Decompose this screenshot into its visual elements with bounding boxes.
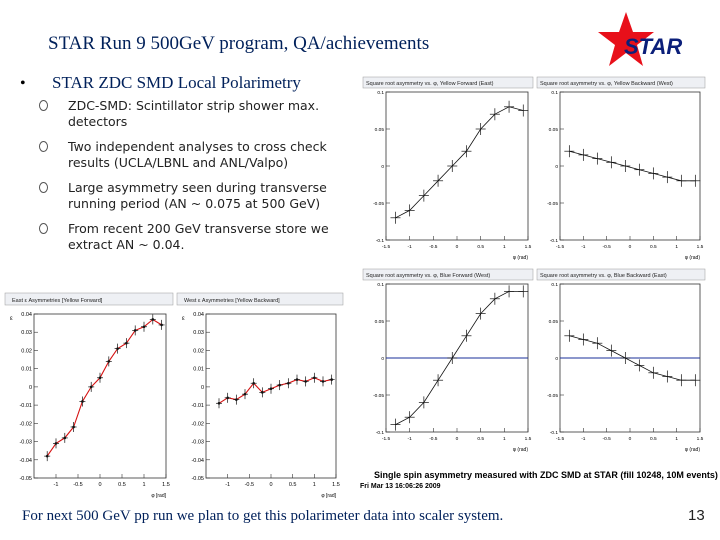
x-tick-label: 0.5 — [477, 245, 485, 250]
data-point — [304, 380, 307, 383]
panel-title: Square root asymmetry vs. φ, Blue Backward (East) — [540, 273, 667, 279]
x-tick-label: -0.5 — [244, 482, 255, 488]
x-tick-label: -1 — [53, 482, 59, 488]
data-point — [64, 437, 67, 440]
plot-left-b-svg — [176, 292, 344, 500]
x-tick-label: -0.5 — [602, 245, 611, 250]
x-tick-label: -1 — [225, 482, 231, 488]
plot-left-b — [176, 292, 344, 500]
data-point — [278, 384, 281, 387]
x-tick-label: -0.5 — [602, 437, 611, 442]
y-tick-label: -0.05 — [19, 476, 32, 482]
y-tick-label: -0.05 — [373, 394, 384, 399]
plot-top-right — [536, 76, 706, 262]
x-tick-label: 0.5 — [288, 482, 297, 488]
x-tick-label: 1.5 — [696, 437, 704, 442]
plot-top-left-svg — [362, 76, 534, 262]
x-tick-label: 0 — [269, 482, 273, 488]
figure-date: Fri Mar 13 16:06:26 2009 — [360, 483, 441, 490]
list-item: ZDC-SMD: Scintillator strip shower max. detectors — [36, 98, 356, 130]
circle-bullet-icon — [39, 182, 48, 193]
y-tick-label: -0.1 — [375, 431, 384, 436]
x-axis-label: φ (rad) — [512, 255, 528, 261]
data-point — [218, 402, 221, 405]
x-tick-label: 1.5 — [332, 482, 340, 488]
data-point — [108, 360, 111, 363]
y-tick-label: -0.05 — [373, 202, 384, 207]
data-point — [90, 386, 93, 389]
star-logo-text: STAR — [624, 34, 683, 59]
panel-title: Square root asymmetry vs. φ, Yellow Forward (East) — [366, 81, 494, 87]
x-axis-label: φ (rad) — [684, 447, 700, 453]
data-point — [116, 347, 119, 350]
x-tick-label: 0 — [455, 245, 459, 250]
x-tick-label: -1.5 — [555, 245, 565, 250]
x-tick-label: -0.5 — [73, 482, 83, 488]
y-axis-label: ε — [10, 316, 13, 322]
panel-title: Square root asymmetry vs. φ, Blue Forward (West) — [366, 273, 491, 279]
x-tick-label: 0 — [455, 437, 459, 442]
x-tick-label: 1.5 — [696, 245, 704, 250]
panel-title: West ε Asymmetries [Yellow Backward] — [184, 298, 280, 304]
data-point — [296, 378, 299, 381]
x-tick-label: 1 — [502, 245, 506, 250]
data-point — [270, 387, 273, 390]
x-tick-label: 1 — [142, 482, 146, 488]
plot-top-right-svg — [536, 76, 706, 262]
x-tick-label: -1.5 — [381, 245, 391, 250]
y-tick-label: -0.1 — [375, 239, 384, 244]
x-axis-label: φ (rad) — [684, 255, 700, 261]
x-axis-label: φ [rad] — [151, 493, 166, 499]
x-tick-label: 1 — [502, 437, 506, 442]
plot-bottom-left-svg — [362, 268, 534, 454]
y-tick-label: 0.05 — [548, 128, 558, 133]
circle-bullet-icon — [39, 223, 48, 234]
y-tick-label: 0.01 — [193, 366, 204, 373]
x-tick-label: 1 — [675, 437, 679, 442]
y-tick-label: 0.02 — [21, 348, 32, 355]
y-tick-label: 0.1 — [377, 283, 384, 288]
circle-bullet-icon — [39, 141, 48, 152]
data-point — [313, 376, 316, 379]
x-tick-label: 0.5 — [477, 437, 485, 442]
data-point — [226, 397, 229, 400]
x-tick-label: -1 — [407, 437, 412, 442]
bullet-list — [36, 98, 356, 262]
plot-bottom-left — [362, 268, 534, 454]
y-tick-label: 0.04 — [21, 312, 32, 318]
list-item: From recent 200 GeV transverse store we extract AN ~ 0.04. — [36, 221, 356, 253]
y-tick-label: -0.04 — [19, 457, 32, 464]
plot-frame — [206, 314, 336, 478]
data-point — [152, 318, 155, 321]
y-tick-label: -0.04 — [191, 457, 204, 464]
y-tick-label: 0.1 — [551, 283, 558, 288]
y-tick-label: 0 — [555, 357, 558, 362]
page-number: 13 — [688, 507, 705, 524]
subheading: STAR ZDC SMD Local Polarimetry — [52, 73, 301, 92]
y-tick-label: -0.05 — [191, 476, 204, 482]
y-tick-label: 0.02 — [193, 348, 204, 355]
x-tick-label: -0.5 — [429, 245, 438, 250]
data-point — [55, 442, 58, 445]
y-tick-label: -0.01 — [19, 403, 32, 410]
panel-title: East ε Asymmetries [Yellow Forward] — [12, 298, 103, 304]
y-tick-label: 0.03 — [193, 330, 204, 337]
data-point — [252, 382, 255, 385]
y-tick-label: 0.05 — [374, 128, 384, 133]
x-tick-label: 0.5 — [118, 482, 126, 488]
list-item: Two independent analyses to cross check results (UCLA/LBNL and ANL/Valpo) — [36, 139, 356, 171]
y-tick-label: 0 — [200, 384, 204, 391]
data-point — [160, 324, 163, 327]
y-tick-label: -0.01 — [191, 403, 204, 410]
x-tick-label: 0 — [628, 437, 632, 442]
data-point — [134, 329, 137, 332]
plot-top-left — [362, 76, 534, 262]
x-tick-label: -1 — [581, 437, 586, 442]
data-point — [72, 426, 75, 429]
y-tick-label: -0.05 — [547, 394, 558, 399]
plot-left-a — [4, 292, 174, 500]
data-point — [322, 380, 325, 383]
y-tick-label: 0.03 — [21, 330, 32, 337]
x-tick-label: 1 — [312, 482, 316, 488]
data-point — [244, 393, 247, 396]
y-tick-label: -0.03 — [19, 439, 32, 446]
x-tick-label: -1 — [407, 245, 412, 250]
x-axis-label: φ [rad] — [321, 493, 336, 499]
x-axis-label: φ (rad) — [512, 447, 528, 453]
x-tick-label: 1.5 — [524, 437, 532, 442]
x-tick-label: -1.5 — [381, 437, 391, 442]
data-point — [125, 342, 128, 345]
data-point — [46, 455, 49, 458]
y-tick-label: 0.05 — [548, 320, 558, 325]
y-tick-label: -0.02 — [19, 421, 32, 428]
y-tick-label: -0.02 — [191, 421, 204, 428]
x-tick-label: 0.5 — [649, 245, 657, 250]
plot-bottom-right — [536, 268, 706, 454]
y-tick-label: 0 — [555, 165, 558, 170]
y-tick-label: -0.1 — [549, 239, 558, 244]
x-tick-label: 1.5 — [524, 245, 532, 250]
data-point — [81, 400, 84, 403]
y-tick-label: 0.1 — [377, 91, 384, 96]
y-axis-label: ε — [182, 316, 185, 322]
data-point — [99, 376, 102, 379]
y-tick-label: 0.01 — [21, 366, 32, 373]
y-tick-label: 0.05 — [374, 320, 384, 325]
data-point — [235, 398, 238, 401]
x-tick-label: 0 — [628, 245, 632, 250]
circle-bullet-icon — [39, 100, 48, 111]
slide-title: STAR Run 9 500GeV program, QA/achievements — [48, 33, 430, 54]
y-tick-label: 0 — [381, 165, 384, 170]
x-tick-label: 0.5 — [649, 437, 657, 442]
x-tick-label: -0.5 — [429, 437, 438, 442]
y-tick-label: 0 — [28, 384, 32, 391]
x-tick-label: 1.5 — [162, 482, 170, 488]
y-tick-label: -0.05 — [547, 202, 558, 207]
y-tick-label: -0.03 — [191, 439, 204, 446]
bullet-marker: • — [20, 75, 26, 92]
star-logo — [598, 10, 698, 72]
plot-left-a-svg — [4, 292, 174, 500]
plot-frame — [34, 314, 166, 478]
x-tick-label: -1 — [581, 245, 586, 250]
y-tick-label: -0.1 — [549, 431, 558, 436]
list-item: Large asymmetry seen during transverse running period (AN ~ 0.075 at 500 GeV) — [36, 180, 356, 212]
x-tick-label: -1.5 — [555, 437, 565, 442]
plot-bottom-right-svg — [536, 268, 706, 454]
x-tick-label: 1 — [675, 245, 679, 250]
data-point — [261, 391, 264, 394]
data-point — [330, 378, 333, 381]
data-point — [287, 382, 290, 385]
data-point — [143, 325, 146, 328]
figure-caption: Single spin asymmetry measured with ZDC SMD at STAR (fill 10248, 10M events) — [374, 470, 718, 480]
y-tick-label: 0.04 — [193, 312, 204, 318]
x-tick-label: 0 — [98, 482, 102, 488]
y-tick-label: 0.1 — [551, 91, 558, 96]
panel-title: Square root asymmetry vs. φ, Yellow Backward (West) — [540, 81, 673, 87]
footer-note: For next 500 GeV pp run we plan to get this polarimeter data into scaler system. — [22, 508, 504, 524]
y-tick-label: 0 — [381, 357, 384, 362]
